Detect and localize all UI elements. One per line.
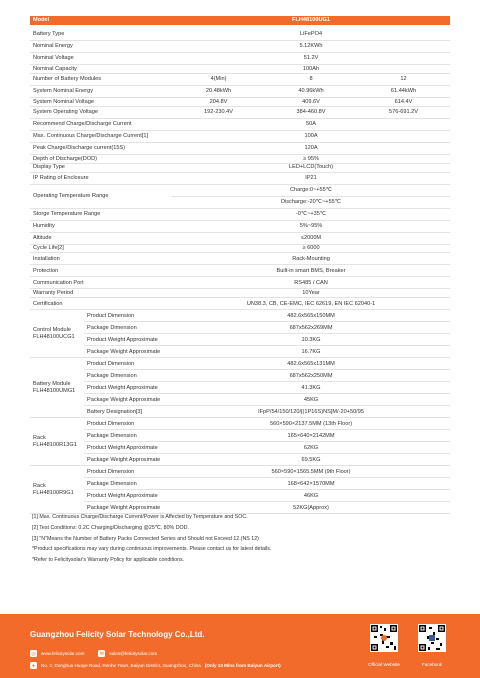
group-label: Battery Module FLH48100UMG1 [30,358,84,418]
table-row: Storge Temperature Range -0℃~+35℃ [30,208,450,220]
footnotes [32,512,448,566]
table-header [30,16,450,25]
table-row: IP Rating of Enclosure IP21 [30,172,450,184]
group-label: Control Module FLH48100UCG1 [30,310,84,358]
table-row: Battery Module FLH48100UMG1 Product Dimension 482.6x565x131MM [30,358,450,370]
footnote: *Refer to Felicitysolar's Warranty Policy for applicable conditions. [32,557,185,564]
table-row: Depth of Discharge(DOD) ≥ 95% [30,154,450,163]
contact-line [30,650,157,657]
footnote: [1] Max. Continuous Charge/Discharge Current/Power is Affected by Temperature and SOC. [32,514,248,520]
table-row: Control Module FLH48100UCG1 Product Dimension 482.6x565x150MM [30,310,450,322]
qr-code-website[interactable] [370,624,398,652]
globe-icon: ◎ [31,650,36,657]
group-label: Rack FLH48100R13G1 [30,418,84,466]
qr-facebook-label: Facebook [421,662,443,667]
footnote: [3] "N"Means the Number of Battery Packs Connected Series and Should not Exceed 12.(NS 12) [32,535,259,542]
table-row: Battery Designation[3] IFpP/54/150/120/[(1P16S)NS]M/-20+50/95 [30,406,450,418]
table-row: Discharge:-20℃~+55℃ [30,196,450,208]
table-row: Package Dimension 168×642×1570MM [30,478,450,490]
table-row: System Nominal Voltage 204.8V 409.6V 614.4V [30,97,450,106]
table-row: Warranty Period 10Year [30,289,450,298]
table-row: Installation Rack-Mounting [30,253,450,265]
footer [0,614,480,678]
table-row: Operating Temperature Range Charge:0~+55℃ [30,184,450,196]
model-label: Model [30,16,172,25]
table-row: Nominal Capacity 100Ah [30,65,450,74]
address-text: No. 2, Donghua Huaye Road, Renhe Town, Baiyun District, Guangzhou, China [41,663,201,668]
table-row: Package Dimension 687x562x269MM [30,322,450,334]
address-line [30,662,281,669]
website-link[interactable]: www.felicitysolar.com [41,651,85,656]
mail-icon: ✉ [99,650,104,657]
table-row: Rack FLH48100R13G1 Product Dimension 560×590×2137.5MM (13th Floor) [30,418,450,430]
table-row: Package Dimension 165×640×2142MM [30,430,450,442]
table-row: Certification UN38.3, CB, CE-EMC, IEC 62619, EN IEC 62040-1 [30,298,450,310]
location-icon: ● [31,662,36,669]
group-label: Rack FLH48100R9G1 [30,466,84,514]
model-value: FLH48100UG1 [172,16,450,25]
table-row: Battery Type LiFePO4 [30,29,450,41]
company-name: Guangzhou Felicity Solar Technology Co.,Ltd. [30,630,205,639]
footnote: *Product specifications may vary during continuous improvements. Please contact us for latest details. [32,546,272,553]
table-row: Max. Continuous Charge/Discharge Current[1] 100A [30,130,450,142]
table-row: Package Weight Approximate 16.7KG [30,346,450,358]
table-row: Display Type LED+LCD(Touch) [30,163,450,172]
table-row: Recommend Charge/Discharge Current 50A [30,118,450,130]
qr-website-label: Official Website [368,662,400,667]
table-row: Cycle Life[2] ≥ 6000 [30,244,450,253]
table-row: Nominal Energy 5.12KWh [30,41,450,53]
spec-table [30,16,450,514]
email-link[interactable]: sales@felicitysolar.com [109,651,158,656]
table-row: Protection Built-in smart BMS, Breaker [30,265,450,277]
table-row: System Nominal Energy 20.48kWh 40.96kWh 61.44kWh [30,85,450,97]
footnote: [2] Test Conditions: 0.2C Charging/Discharging @25℃, 80% DOD. [32,524,189,531]
table-row: Peak Charge/Discharge current(15S) 120A [30,142,450,154]
table-row: Nominal Voltage 51.2V [30,53,450,65]
table-row: Product Weight Approximate 46KG [30,490,450,502]
table-row: Package Weight Approximate 45KG [30,394,450,406]
table-row: Humidity 5%~95% [30,220,450,232]
table-row: Communication Port RS485 / CAN [30,277,450,289]
table-row: Number of Battery Modules 4(Min) 8 12 [30,73,450,85]
address-note: (Only 10 Mins from Baiyun Airport) [204,663,281,668]
table-row: Product Weight Approximate 10.3KG [30,334,450,346]
table-row: System Operating Voltage 192-230.4V 384-460.8V 576-691.2V [30,106,450,118]
table-row: Package Dimension 687x562x250MM [30,370,450,382]
qr-code-facebook[interactable] [418,624,446,652]
table-row: Product Weight Approximate 62KG [30,442,450,454]
table-row: Package Weight Approximate 52KG(Approx) [30,502,450,514]
table-row: Rack FLH48100R9G1 Product Dimension 560×590×1565.5MM (9th Floor) [30,466,450,478]
table-row: Product Weight Approximate 41.3KG [30,382,450,394]
table-row: Package Weight Approximate 69.5KG [30,454,450,466]
spec-sheet [30,16,450,514]
table-row: Altitude ≤2000M [30,232,450,244]
